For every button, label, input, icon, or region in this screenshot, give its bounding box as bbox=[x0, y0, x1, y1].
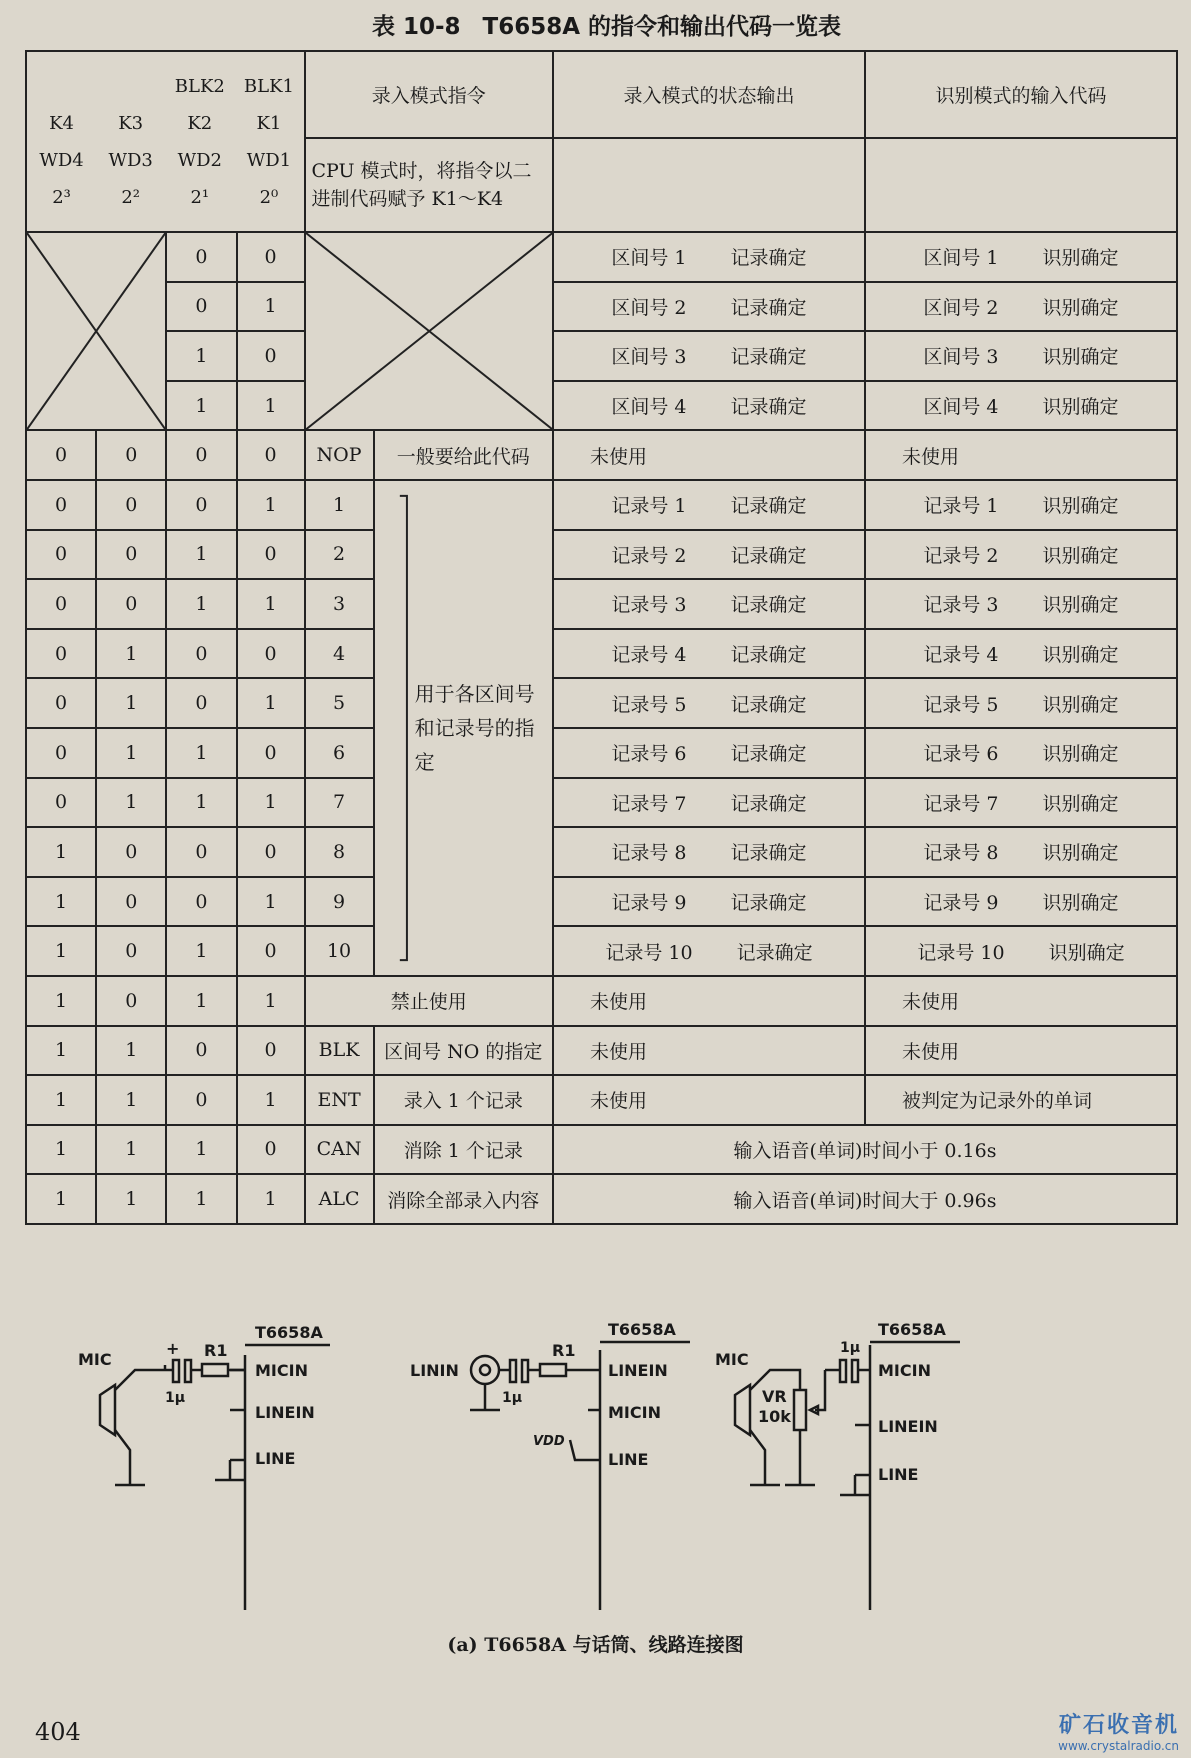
status-output-main: 区间号 4 bbox=[611, 396, 687, 419]
status-output-confirm: 记录确定 bbox=[730, 346, 807, 369]
bit-k1: 0 bbox=[237, 331, 305, 381]
k1-label: K1 bbox=[256, 112, 282, 134]
label-vr: VR bbox=[762, 1387, 787, 1406]
table-row bbox=[26, 1125, 1177, 1175]
table-row bbox=[26, 1075, 1177, 1125]
status-output-main: 记录号 5 bbox=[611, 693, 687, 716]
status-output-confirm: 记录确定 bbox=[730, 743, 807, 766]
crossed-cell bbox=[305, 232, 553, 430]
bit-k1: 0 bbox=[237, 1026, 305, 1076]
status-output bbox=[553, 480, 865, 530]
label-mic-3: MIC bbox=[715, 1350, 749, 1369]
bit-k4: 0 bbox=[26, 629, 96, 679]
label-linein-1: LINEIN bbox=[255, 1403, 315, 1422]
bit-k2: 1 bbox=[166, 778, 236, 828]
label-micin-1: MICIN bbox=[255, 1361, 308, 1380]
status-output-main: 记录号 2 bbox=[611, 544, 687, 567]
bit-k1: 1 bbox=[237, 480, 305, 530]
label-line-2: LINE bbox=[608, 1450, 649, 1469]
command-code: ENT bbox=[305, 1075, 374, 1125]
col-header-recognize: 识别模式的输入代码 bbox=[865, 51, 1177, 138]
weight-4: 2² bbox=[121, 186, 141, 208]
recognize-code-main: 记录号 3 bbox=[923, 594, 999, 617]
status-output-confirm: 记录确定 bbox=[730, 495, 807, 518]
status-output-confirm: 记录确定 bbox=[730, 792, 807, 815]
label-micin-2: MICIN bbox=[608, 1403, 661, 1422]
status-output: 未使用 bbox=[553, 976, 865, 1026]
status-output bbox=[553, 282, 865, 332]
bit-k4: 1 bbox=[26, 877, 96, 927]
command-code: 6 bbox=[305, 728, 374, 778]
bit-k1: 1 bbox=[237, 282, 305, 332]
label-vdd: VDD bbox=[533, 1434, 565, 1449]
watermark bbox=[1058, 1708, 1179, 1753]
recognize-code-main: 记录号 1 bbox=[923, 495, 999, 518]
status-output-confirm: 记录确定 bbox=[730, 892, 807, 915]
recognize-code-confirm: 识别确定 bbox=[1042, 396, 1119, 419]
bit-k3: 0 bbox=[96, 480, 166, 530]
label-cap-3: 1μ bbox=[840, 1340, 861, 1356]
table-row bbox=[26, 381, 1177, 431]
circuit-mic bbox=[100, 1345, 330, 1610]
bit-k2: 0 bbox=[166, 480, 236, 530]
k4-label: K4 bbox=[49, 112, 75, 134]
bit-k3: 1 bbox=[96, 778, 166, 828]
bit-k3: 0 bbox=[96, 926, 166, 976]
command-code: CAN bbox=[305, 1125, 374, 1175]
bit-k4: 0 bbox=[26, 728, 96, 778]
bit-k2: 0 bbox=[166, 629, 236, 679]
table-number: 表 10-8 bbox=[371, 14, 461, 40]
table-row bbox=[26, 926, 1177, 976]
label-mic: MIC bbox=[78, 1350, 112, 1369]
status-output bbox=[553, 381, 865, 431]
bit-k1: 1 bbox=[237, 678, 305, 728]
bit-k2: 0 bbox=[166, 232, 236, 282]
bit-k2: 0 bbox=[166, 877, 236, 927]
table-row bbox=[26, 1174, 1177, 1224]
bit-k4: 1 bbox=[26, 1026, 96, 1076]
label-vr-value: 10k bbox=[758, 1407, 791, 1426]
status-output-confirm: 记录确定 bbox=[730, 247, 807, 270]
bit-k2: 1 bbox=[166, 381, 236, 431]
status-output-confirm: 记录确定 bbox=[730, 396, 807, 419]
bit-k2: 1 bbox=[166, 976, 236, 1026]
status-output-main: 记录号 9 bbox=[611, 892, 687, 915]
command-code: 5 bbox=[305, 678, 374, 728]
table-row bbox=[26, 331, 1177, 381]
status-output-confirm: 记录确定 bbox=[730, 544, 807, 567]
status-output-main: 记录号 3 bbox=[611, 594, 687, 617]
recognize-code bbox=[865, 629, 1177, 679]
col-header-record: 录入模式指令 bbox=[305, 51, 553, 138]
label-linein-jack: LININ bbox=[410, 1361, 459, 1380]
wd2-label: WD2 bbox=[177, 149, 222, 171]
table-title-text: T6658A 的指令和输出代码一览表 bbox=[482, 14, 842, 40]
bit-k3: 0 bbox=[96, 430, 166, 480]
bit-k2: 0 bbox=[166, 1026, 236, 1076]
command-code: BLK bbox=[305, 1026, 374, 1076]
recognize-code bbox=[865, 232, 1177, 282]
command-code: NOP bbox=[305, 430, 374, 480]
label-cap-2: 1μ bbox=[502, 1390, 523, 1406]
bit-k3: 0 bbox=[96, 579, 166, 629]
label-plus: + bbox=[166, 1339, 180, 1358]
status-output bbox=[553, 728, 865, 778]
bit-k3: 1 bbox=[96, 629, 166, 679]
table-row bbox=[26, 1026, 1177, 1076]
bit-k1: 0 bbox=[237, 1125, 305, 1175]
command-code: 7 bbox=[305, 778, 374, 828]
cpu-mode-note: CPU 模式时，将指令以二进制代码赋予 K1～K4 bbox=[305, 138, 553, 232]
instruction-table bbox=[25, 50, 1178, 1225]
status-output bbox=[553, 678, 865, 728]
bit-k4: 0 bbox=[26, 778, 96, 828]
label-chip-3: T6658A bbox=[878, 1320, 946, 1339]
bit-k3: 1 bbox=[96, 1125, 166, 1175]
status-output-main: 记录号 8 bbox=[611, 842, 687, 865]
bit-k2: 0 bbox=[166, 1075, 236, 1125]
bit-k3: 0 bbox=[96, 877, 166, 927]
bit-k3: 0 bbox=[96, 976, 166, 1026]
bit-k4: 0 bbox=[26, 430, 96, 480]
status-output: 未使用 bbox=[553, 1075, 865, 1125]
bit-k1: 1 bbox=[237, 877, 305, 927]
status-output bbox=[553, 926, 865, 976]
table-row bbox=[26, 827, 1177, 877]
recognize-code bbox=[865, 579, 1177, 629]
bit-k2: 0 bbox=[166, 282, 236, 332]
bit-k2: 0 bbox=[166, 678, 236, 728]
recognize-code bbox=[865, 926, 1177, 976]
bit-k1: 1 bbox=[237, 976, 305, 1026]
bit-k1: 1 bbox=[237, 778, 305, 828]
watermark-cn: 矿石收音机 bbox=[1058, 1713, 1179, 1738]
recognize-code bbox=[865, 530, 1177, 580]
recognize-code-main: 区间号 1 bbox=[923, 247, 999, 270]
command-code: 8 bbox=[305, 827, 374, 877]
bit-k4: 0 bbox=[26, 579, 96, 629]
table-row bbox=[26, 232, 1177, 282]
recognize-code-main: 记录号 10 bbox=[917, 941, 1005, 964]
recognize-code-confirm: 识别确定 bbox=[1042, 743, 1119, 766]
status-output-confirm: 记录确定 bbox=[736, 941, 813, 964]
empty-header-cell bbox=[865, 138, 1177, 232]
recognize-code-confirm: 识别确定 bbox=[1042, 346, 1119, 369]
recognize-code-confirm: 识别确定 bbox=[1042, 644, 1119, 667]
bit-k1: 1 bbox=[237, 1075, 305, 1125]
table-row bbox=[26, 579, 1177, 629]
command-desc: 录入 1 个记录 bbox=[374, 1075, 553, 1125]
bit-k1: 0 bbox=[237, 530, 305, 580]
command-code: 2 bbox=[305, 530, 374, 580]
table-row bbox=[26, 282, 1177, 332]
status-output-main: 记录号 4 bbox=[611, 644, 687, 667]
recognize-code-main: 记录号 2 bbox=[923, 544, 999, 567]
bit-k1: 1 bbox=[237, 381, 305, 431]
table-row bbox=[26, 629, 1177, 679]
bit-k1: 0 bbox=[237, 926, 305, 976]
merged-output: 输入语音(单词)时间大于 0.96s bbox=[553, 1174, 1177, 1224]
table-row bbox=[26, 728, 1177, 778]
status-output bbox=[553, 579, 865, 629]
bit-k1: 0 bbox=[237, 430, 305, 480]
bit-k4: 0 bbox=[26, 678, 96, 728]
cross-mark bbox=[306, 233, 552, 429]
blk2-label: BLK2 bbox=[174, 75, 225, 97]
bit-k1: 0 bbox=[237, 728, 305, 778]
recognize-code-confirm: 识别确定 bbox=[1042, 495, 1119, 518]
status-output bbox=[553, 530, 865, 580]
recognize-code-main: 记录号 7 bbox=[923, 792, 999, 815]
command-code: 1 bbox=[305, 480, 374, 530]
k3-label: K3 bbox=[118, 112, 144, 134]
command-code: 4 bbox=[305, 629, 374, 679]
status-output bbox=[553, 629, 865, 679]
watermark-url: www.crystalradio.cn bbox=[1058, 1739, 1179, 1753]
bit-k3: 1 bbox=[96, 678, 166, 728]
table-row bbox=[26, 678, 1177, 728]
status-output-confirm: 记录确定 bbox=[730, 594, 807, 617]
command-code: 3 bbox=[305, 579, 374, 629]
recognize-code bbox=[865, 678, 1177, 728]
command-code: 9 bbox=[305, 877, 374, 927]
recognize-code: 未使用 bbox=[865, 1026, 1177, 1076]
figure-caption: (a) T6658A 与话筒、线路连接图 bbox=[447, 1634, 744, 1656]
bit-k2: 0 bbox=[166, 430, 236, 480]
label-linein-3: LINEIN bbox=[878, 1417, 938, 1436]
circuit-vr bbox=[735, 1342, 960, 1610]
status-output-main: 记录号 7 bbox=[611, 792, 687, 815]
label-linein-2: LINEIN bbox=[608, 1361, 668, 1380]
brace-line bbox=[399, 496, 406, 960]
connection-diagram bbox=[70, 1310, 1130, 1610]
weight-8: 2³ bbox=[52, 186, 71, 208]
recognize-code-confirm: 识别确定 bbox=[1042, 296, 1119, 319]
recognize-code-main: 记录号 8 bbox=[923, 842, 999, 865]
bit-k2: 1 bbox=[166, 1174, 236, 1224]
recognize-code: 未使用 bbox=[865, 430, 1177, 480]
label-chip-2: T6658A bbox=[608, 1320, 676, 1339]
bit-k4: 0 bbox=[26, 480, 96, 530]
command-code: 10 bbox=[305, 926, 374, 976]
bit-k3: 1 bbox=[96, 728, 166, 778]
recognize-code bbox=[865, 728, 1177, 778]
wd3-label: WD3 bbox=[108, 149, 153, 171]
wd1-label: WD1 bbox=[246, 149, 292, 171]
recognize-code bbox=[865, 381, 1177, 431]
label-r1-2: R1 bbox=[552, 1341, 576, 1360]
merged-output: 输入语音(单词)时间小于 0.16s bbox=[553, 1125, 1177, 1175]
bit-k3: 0 bbox=[96, 827, 166, 877]
label-r1: R1 bbox=[204, 1341, 228, 1360]
command-desc: 消除 1 个记录 bbox=[374, 1125, 553, 1175]
table-row bbox=[26, 778, 1177, 828]
recognize-code-main: 区间号 4 bbox=[923, 396, 999, 419]
command-desc: 区间号 NO 的指定 bbox=[374, 1026, 553, 1076]
recognize-code-main: 记录号 4 bbox=[923, 644, 999, 667]
bit-k3: 1 bbox=[96, 1026, 166, 1076]
status-output-confirm: 记录确定 bbox=[730, 296, 807, 319]
status-output-main: 记录号 6 bbox=[611, 743, 687, 766]
k2-label: K2 bbox=[187, 112, 213, 134]
label-chip-1: T6658A bbox=[255, 1323, 323, 1342]
record-brace-text: 用于各区间号和记录号的指定 bbox=[414, 681, 535, 774]
bit-k4: 1 bbox=[26, 827, 96, 877]
recognize-code-main: 记录号 5 bbox=[923, 693, 999, 716]
bit-k2: 1 bbox=[166, 331, 236, 381]
status-output bbox=[553, 232, 865, 282]
recognize-code-confirm: 识别确定 bbox=[1042, 842, 1119, 865]
recognize-code-confirm: 识别确定 bbox=[1042, 892, 1119, 915]
status-output-main: 记录号 1 bbox=[611, 495, 687, 518]
recognize-code-main: 区间号 3 bbox=[923, 346, 999, 369]
bit-k4: 0 bbox=[26, 530, 96, 580]
bit-k4: 1 bbox=[26, 926, 96, 976]
recognize-code-confirm: 识别确定 bbox=[1042, 247, 1119, 270]
recognize-code-confirm: 识别确定 bbox=[1042, 594, 1119, 617]
recognize-code bbox=[865, 778, 1177, 828]
page-number: 404 bbox=[35, 1718, 81, 1746]
command-desc: 消除全部录入内容 bbox=[374, 1174, 553, 1224]
bit-k4: 1 bbox=[26, 1125, 96, 1175]
status-output-confirm: 记录确定 bbox=[730, 644, 807, 667]
blk1-label: BLK1 bbox=[243, 75, 294, 97]
bit-k3: 1 bbox=[96, 1075, 166, 1125]
record-brace-cell bbox=[374, 480, 553, 976]
label-line-1: LINE bbox=[255, 1449, 296, 1468]
command-code: ALC bbox=[305, 1174, 374, 1224]
status-output-confirm: 记录确定 bbox=[730, 693, 807, 716]
table-row bbox=[26, 480, 1177, 530]
bit-k3: 0 bbox=[96, 530, 166, 580]
bit-k2: 1 bbox=[166, 530, 236, 580]
status-output-main: 区间号 1 bbox=[611, 247, 687, 270]
recognize-code bbox=[865, 331, 1177, 381]
status-output-confirm: 记录确定 bbox=[730, 842, 807, 865]
weight-1: 2⁰ bbox=[259, 186, 279, 208]
status-output bbox=[553, 778, 865, 828]
bit-k1: 0 bbox=[237, 232, 305, 282]
bit-k4: 1 bbox=[26, 1174, 96, 1224]
cross-mark bbox=[27, 233, 165, 429]
bit-k1: 1 bbox=[237, 579, 305, 629]
label-micin-3: MICIN bbox=[878, 1361, 931, 1380]
recognize-code-confirm: 识别确定 bbox=[1042, 792, 1119, 815]
table-row bbox=[26, 430, 1177, 480]
command-desc: 一般要给此代码 bbox=[374, 430, 553, 480]
recognize-code-confirm: 识别确定 bbox=[1042, 693, 1119, 716]
k-bits-header bbox=[26, 51, 305, 232]
status-output-main: 记录号 10 bbox=[605, 941, 693, 964]
bit-k1: 0 bbox=[237, 629, 305, 679]
crossed-cell bbox=[26, 232, 166, 430]
status-output bbox=[553, 827, 865, 877]
bit-k4: 1 bbox=[26, 976, 96, 1026]
status-output-main: 区间号 3 bbox=[611, 346, 687, 369]
table-row bbox=[26, 530, 1177, 580]
recognize-code-main: 记录号 6 bbox=[923, 743, 999, 766]
table-row bbox=[26, 976, 1177, 1026]
weight-2: 2¹ bbox=[190, 186, 210, 208]
recognize-code bbox=[865, 282, 1177, 332]
label-line-3: LINE bbox=[878, 1465, 919, 1484]
bit-k3: 1 bbox=[96, 1174, 166, 1224]
wd4-label: WD4 bbox=[39, 149, 84, 171]
forbidden-label: 禁止使用 bbox=[305, 976, 553, 1026]
status-output-main: 区间号 2 bbox=[611, 296, 687, 319]
status-output bbox=[553, 331, 865, 381]
status-output bbox=[553, 877, 865, 927]
bit-k1: 1 bbox=[237, 1174, 305, 1224]
recognize-code-main: 区间号 2 bbox=[923, 296, 999, 319]
table-title bbox=[0, 8, 1191, 41]
recognize-code bbox=[865, 877, 1177, 927]
bit-k2: 1 bbox=[166, 728, 236, 778]
circuit-linein bbox=[470, 1342, 690, 1610]
bit-k2: 1 bbox=[166, 926, 236, 976]
bit-k2: 1 bbox=[166, 1125, 236, 1175]
recognize-code-confirm: 识别确定 bbox=[1042, 544, 1119, 567]
label-cap-1: 1μ bbox=[165, 1390, 186, 1406]
bit-k4: 1 bbox=[26, 1075, 96, 1125]
status-output: 未使用 bbox=[553, 430, 865, 480]
table-row bbox=[26, 877, 1177, 927]
status-output: 未使用 bbox=[553, 1026, 865, 1076]
bit-k2: 0 bbox=[166, 827, 236, 877]
recognize-code-confirm: 识别确定 bbox=[1048, 941, 1125, 964]
recognize-code bbox=[865, 480, 1177, 530]
empty-header-cell bbox=[553, 138, 865, 232]
bit-k1: 0 bbox=[237, 827, 305, 877]
recognize-code: 未使用 bbox=[865, 976, 1177, 1026]
recognize-code: 被判定为记录外的单词 bbox=[865, 1075, 1177, 1125]
recognize-code-main: 记录号 9 bbox=[923, 892, 999, 915]
recognize-code bbox=[865, 827, 1177, 877]
bit-k2: 1 bbox=[166, 579, 236, 629]
col-header-status: 录入模式的状态输出 bbox=[553, 51, 865, 138]
